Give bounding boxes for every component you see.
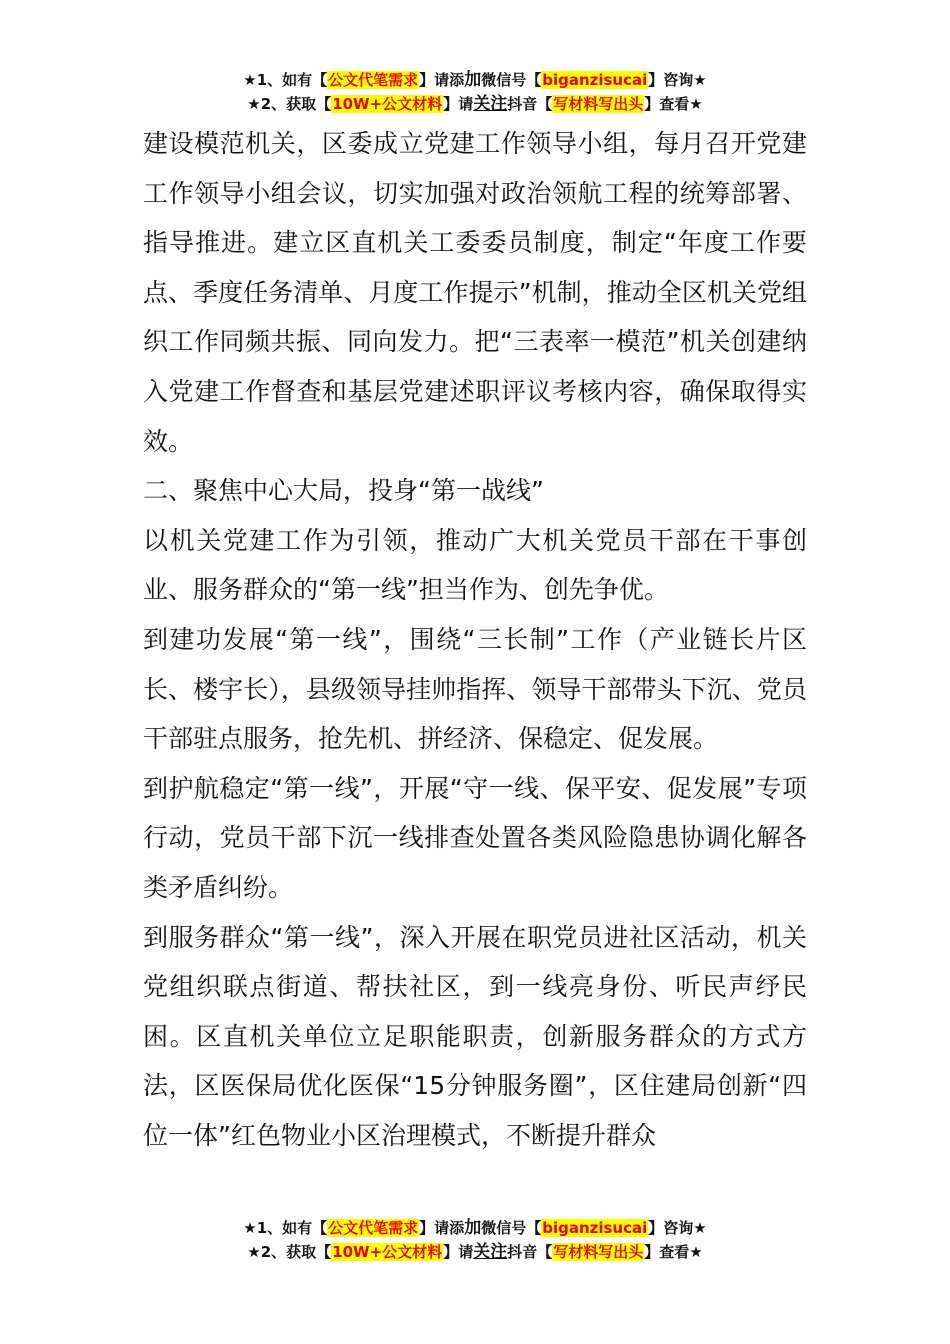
header-line-2-prefix: ★2、获取【 xyxy=(247,95,332,113)
header-highlight-materials: 10W+公文材料 xyxy=(332,95,443,113)
paragraph-serving-masses-front: 到服务群众“第一线”，深入开展在职党员进社区活动，机关党组织联点街道、帮扶社区，到一线亮身份、听民声纾民困。区直机关单位立足职能职责，创新服务群众的方式方法，区医保局优化医保“15分钟服务圈”，区住建局创新“四位一体”红色物业小区治理模式，不断提升群众 xyxy=(143,922,807,1150)
footer-line-2 xyxy=(0,1240,950,1264)
footer-highlight-writing-service: 公文代笔需求 xyxy=(328,1219,419,1237)
header-line-2 xyxy=(0,92,950,116)
footer-line-2-mid-1: 】请 xyxy=(443,1243,474,1261)
footer-line-2-prefix: ★2、获取【 xyxy=(247,1243,332,1261)
header-highlight-writing-service: 公文代笔需求 xyxy=(328,71,419,89)
footer-line-1-mid-1: 】请添 xyxy=(419,1219,465,1237)
header-line-2-mid-2: 抖音【 xyxy=(507,95,553,113)
header-line-2-mid-1: 】请 xyxy=(443,95,474,113)
footer-highlight-douyin-account: 写材料写出头 xyxy=(553,1243,644,1261)
document-body xyxy=(143,119,807,1160)
paragraph-stability-front: 到护航稳定“第一线”，开展“守一线、保平安、促发展”专项行动，党员干部下沉一线排查处置各类风险隐患协调化解各类矛盾纠纷。 xyxy=(143,773,807,902)
footer-line-2-emphasis: 关注 xyxy=(473,1242,508,1262)
footer-line-1-emphasis: 加 xyxy=(464,1218,482,1238)
footer-line-1-suffix: 】咨询★ xyxy=(648,1219,707,1237)
header-line-1 xyxy=(0,68,950,92)
footer-highlight-materials: 10W+公文材料 xyxy=(332,1243,443,1261)
header-line-1-emphasis: 加 xyxy=(464,70,482,90)
header-line-1-suffix: 】咨询★ xyxy=(648,71,707,89)
header-highlight-douyin-account: 写材料写出头 xyxy=(553,95,644,113)
paragraph-model-organs: 建设模范机关，区委成立党建工作领导小组，每月召开党建工作领导小组会议，切实加强对政治领航工程的统筹部署、指导推进。建立区直机关工委委员制度，制定“年度工作要点、季度任务清单、月度工作提示”机制，推动全区机关党组织工作同频共振、同向发力。把“三表率一模范”机关创建纳入党建工作督查和基层党建述职评议考核内容，确保取得实效。 xyxy=(143,129,807,456)
header-highlight-wechat-id: biganzisucai xyxy=(542,71,648,89)
header-banner xyxy=(0,68,950,116)
header-line-2-emphasis: 关注 xyxy=(473,94,508,114)
footer-highlight-wechat-id: biganzisucai xyxy=(542,1219,648,1237)
footer-banner xyxy=(0,1216,950,1264)
section-heading-2: 二、聚焦中心大局，投身“第一战线” xyxy=(143,476,544,506)
footer-line-2-mid-2: 抖音【 xyxy=(507,1243,553,1261)
footer-line-2-suffix: 】查看★ xyxy=(644,1243,703,1261)
footer-line-1 xyxy=(0,1216,950,1240)
paragraph-development-front: 到建功发展“第一线”，围绕“三长制”工作（产业链长片区长、楼宇长），县级领导挂帅指挥、领导干部带头下沉、党员干部驻点服务，抢先机、拼经济、保稳定、促发展。 xyxy=(143,624,807,754)
header-line-2-suffix: 】查看★ xyxy=(644,95,703,113)
footer-line-1-mid-2: 微信号【 xyxy=(481,1219,542,1237)
footer-line-1-prefix: ★1、如有【 xyxy=(243,1219,328,1237)
header-line-1-mid-1: 】请添 xyxy=(419,71,465,89)
header-line-1-mid-2: 微信号【 xyxy=(481,71,542,89)
header-line-1-prefix: ★1、如有【 xyxy=(243,71,328,89)
paragraph-intro-first-line: 以机关党建工作为引领，推动广大机关党员干部在干事创业、服务群众的“第一线”担当作为、创先争优。 xyxy=(143,525,807,605)
